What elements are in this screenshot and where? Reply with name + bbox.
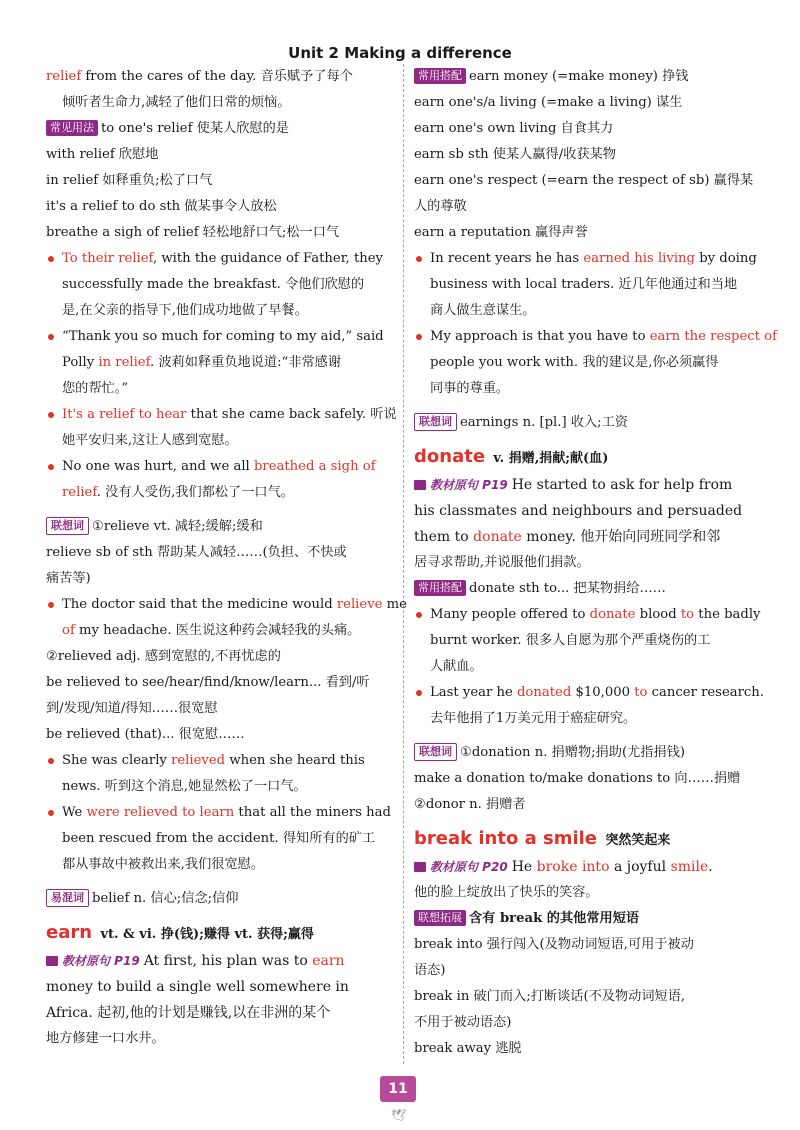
highlight: smile: [670, 859, 709, 875]
text: them to: [414, 529, 474, 545]
text-line: [414, 576, 758, 602]
confusable-words-tag: 易混词: [46, 889, 89, 907]
text-line: people you work with. 我的建议是,你必须赢得: [430, 355, 719, 370]
example-sentence: [46, 324, 392, 402]
text-line: break in 破门而入;打断谈话(不及物动词短语,: [414, 989, 686, 1004]
highlight: donate: [473, 529, 522, 545]
text-line: 地方修建一口水井。: [46, 1031, 165, 1046]
text-line: [414, 472, 758, 498]
text-line: [414, 740, 758, 766]
text-line: 到/发现/知道/得知……很宽慰: [46, 701, 218, 716]
text: to one's relief 使某人欣慰的是: [101, 121, 289, 136]
highlight: earned his living: [583, 251, 695, 266]
text: . 波莉如释重负地说道:“非常感谢: [150, 355, 342, 370]
text-line: be relieved (that)... 很宽慰……: [46, 727, 245, 742]
highlight: relief: [46, 69, 82, 84]
text-line: earn a reputation 赢得声誉: [414, 225, 588, 240]
highlight: relieve: [336, 597, 383, 612]
text-line: be relieved to see/hear/find/know/learn... 看到/听: [46, 675, 370, 690]
text-line: earn one's respect (=earn the respect of sb) 赢得某: [414, 173, 754, 188]
textbook-source-label: [414, 472, 508, 498]
highlight: to: [634, 685, 648, 700]
text: Many people offered to: [430, 607, 590, 622]
text: 教材原句 P19: [430, 478, 508, 492]
highlight: to: [680, 607, 695, 622]
bird-icon: 🕊: [391, 1108, 407, 1122]
example-sentence: [46, 454, 392, 506]
text: cancer research.: [647, 685, 764, 700]
example-sentence: [414, 680, 764, 732]
textbook-source-label: [414, 854, 508, 880]
highlight: breathed a sigh of: [253, 459, 376, 474]
text-line: [46, 64, 392, 90]
text-line: Africa. 起初,他的计划是赚钱,以在非洲的某个: [46, 1005, 331, 1021]
text-line: “Thank you so much for coming to my aid,” said: [62, 329, 384, 344]
text-line: 他的脸上绽放出了快乐的笑容。: [414, 885, 599, 900]
text: $10,000: [571, 685, 635, 700]
example-sentence: [46, 592, 407, 644]
text: a joyful: [609, 859, 671, 875]
highlight: relieved: [171, 753, 226, 768]
text-line: ②donor n. 捐赠者: [414, 797, 526, 812]
page-header: Unit 2 Making a difference: [288, 44, 512, 62]
text: Last year he: [430, 685, 517, 700]
associated-words-tag: 联想词: [414, 413, 457, 431]
text: me: [382, 597, 407, 612]
highlight: were relieved to learn: [86, 805, 235, 820]
text: We: [62, 805, 87, 820]
left-column: [46, 64, 407, 1052]
text: when she heard this: [225, 753, 365, 768]
text: In recent years he has: [430, 251, 584, 266]
text-line: 语态): [414, 963, 446, 978]
text: that she came back safely. 听说: [186, 407, 397, 422]
text: 教材原句 P20: [430, 860, 508, 874]
text-line: 是,在父亲的指导下,他们成功地做了早餐。: [62, 303, 308, 318]
text-line: relieve sb of sth 帮助某人减轻……(负担、不快或: [46, 545, 347, 560]
part-of-speech: v. 捐赠,捐献;献(血): [493, 451, 609, 466]
example-sentence: [414, 246, 758, 324]
column-divider: [403, 64, 404, 1064]
example-sentence: [46, 402, 397, 454]
text-line: been rescued from the accident. 得知所有的矿工: [62, 831, 376, 846]
text: , with the guidance of Father, they: [152, 251, 383, 266]
text-line: 她平安归来,这让人感到宽慰。: [62, 433, 238, 448]
text: that all the miners had: [234, 805, 391, 820]
page-number: 11: [380, 1076, 416, 1102]
text-line: in relief 如释重负;松了口气: [46, 173, 213, 188]
text-line: earn one's/a living (=make a living) 谋生: [414, 95, 683, 110]
text-line: 商人做生意谋生。: [430, 303, 536, 318]
text: by doing: [695, 251, 757, 266]
headword-break-into-a-smile: break into a smile: [414, 828, 598, 849]
text: My approach is that you have to: [430, 329, 650, 344]
highlight: To their relief: [62, 251, 153, 266]
example-sentence: [46, 748, 392, 800]
text-line: 倾听者生命力,减轻了他们日常的烦恼。: [62, 95, 291, 110]
text-line: make a donation to/make donations to 向……捐赠: [414, 771, 741, 786]
text-line: news. 听到这个消息,她显然松了一口气。: [62, 779, 307, 794]
text-line: it's a relief to do sth 做某事令人放松: [46, 199, 277, 214]
entry-heading: [414, 826, 758, 854]
text: donate sth to... 把某物捐给……: [469, 581, 666, 596]
associated-words-tag: 联想词: [46, 517, 89, 535]
highlight: broke into: [536, 859, 610, 875]
collocation-tag: 常用搭配: [414, 580, 466, 596]
extension-tag: 联想拓展: [414, 910, 466, 926]
text-line: [46, 948, 392, 974]
text-line: 痛苦等): [46, 571, 91, 586]
text-line: his classmates and neighbours and persuaded: [414, 503, 743, 519]
book-icon: [414, 480, 426, 490]
text: my headache. 医生说这种药会减轻我的头痛。: [74, 623, 361, 638]
common-usage-tag: 常见用法: [46, 120, 98, 136]
text-line: [414, 854, 758, 880]
entry-heading: [46, 920, 392, 948]
book-icon: [46, 956, 58, 966]
text-line: [414, 410, 758, 436]
text-line: 不用于被动语态): [414, 1015, 512, 1030]
text: At first, his plan was to: [143, 953, 313, 969]
text: 教材原句 P19: [62, 954, 140, 968]
text-line: earn one's own living 自食其力: [414, 121, 614, 136]
text: ①donation n. 捐赠物;捐助(尤指捐钱): [460, 745, 685, 760]
text-line: [46, 514, 392, 540]
textbook-source-label: [46, 948, 140, 974]
text: earnings n. [pl.] 收入;工资: [460, 415, 628, 430]
text: He started to ask for help from: [511, 477, 733, 493]
text: the badly: [694, 607, 761, 622]
part-of-speech: vt. & vi. 挣(钱);赚得 vt. 获得;赢得: [100, 927, 314, 942]
text-line: [414, 524, 758, 550]
text: money. 他开始向同班同学和邻: [521, 529, 721, 545]
text-line: break into 强行闯入(及物动词短语,可用于被动: [414, 937, 694, 952]
text: The doctor said that the medicine would: [62, 597, 337, 612]
text-line: business with local traders. 近几年他通过和当地: [430, 277, 738, 292]
text-line: [414, 64, 758, 90]
text-line: 去年他捐了1万美元用于癌症研究。: [430, 711, 637, 726]
text: Polly: [62, 355, 99, 370]
highlight: donate: [589, 607, 636, 622]
text-line: [46, 116, 392, 142]
collocation-tag: 常用搭配: [414, 68, 466, 84]
text-line: break away 逃脱: [414, 1041, 522, 1056]
text-line: successfully made the breakfast. 令他们欣慰的: [62, 277, 365, 292]
text-line: [414, 906, 758, 932]
text-line: breathe a sigh of relief 轻松地舒口气;松一口气: [46, 225, 340, 240]
text-line: burnt worker. 很多人自愿为那个严重烧伤的工: [430, 633, 711, 648]
highlight: in relief: [98, 355, 151, 370]
text-line: ②relieved adj. 感到宽慰的,不再忧虑的: [46, 649, 281, 664]
text: belief n. 信心;信念;信仰: [92, 891, 239, 906]
example-sentence: [414, 602, 761, 680]
highlight: earn: [312, 953, 345, 969]
example-sentence: [46, 800, 392, 878]
book-icon: [414, 862, 426, 872]
text: from the cares of the day. 音乐赋予了每个: [81, 69, 353, 84]
headword-donate: donate: [414, 446, 486, 467]
text-line: earn sb sth 使某人赢得/收获某物: [414, 147, 616, 162]
highlight: donated: [516, 685, 572, 700]
text-line: money to build a single well somewhere in: [46, 979, 349, 995]
highlight: relief: [62, 485, 97, 500]
example-sentence: [414, 324, 777, 402]
text-line: 都从事故中被救出来,我们很宽慰。: [62, 857, 265, 872]
text-line: 同事的尊重。: [430, 381, 510, 396]
text: She was clearly: [62, 753, 172, 768]
text-line: 人的尊敬: [414, 199, 467, 214]
text: 含有 break 的其他常用短语: [469, 911, 640, 926]
text: blood: [635, 607, 681, 622]
headword-earn: earn: [46, 922, 93, 943]
text: .: [708, 859, 713, 875]
text-line: 您的帮忙。”: [62, 381, 129, 396]
associated-words-tag: 联想词: [414, 743, 457, 761]
example-sentence: [46, 246, 392, 324]
meaning: 突然笑起来: [605, 833, 671, 848]
right-column: [414, 64, 777, 1062]
text: . 没有人受伤,我们都松了一口气。: [96, 485, 294, 500]
text-line: [46, 886, 392, 912]
text: He: [511, 859, 537, 875]
highlight: It's a relief to hear: [62, 407, 187, 422]
text: earn money (=make money) 挣钱: [469, 69, 689, 84]
highlight: of: [62, 623, 75, 638]
text: ①relieve vt. 减轻;缓解;缓和: [92, 519, 263, 534]
text-line: with relief 欣慰地: [46, 147, 159, 162]
entry-heading: [414, 444, 758, 472]
text-line: 居寻求帮助,并说服他们捐款。: [414, 555, 590, 570]
text-line: 人献血。: [430, 659, 483, 674]
highlight: earn the respect of: [649, 329, 777, 344]
text: No one was hurt, and we all: [62, 459, 254, 474]
